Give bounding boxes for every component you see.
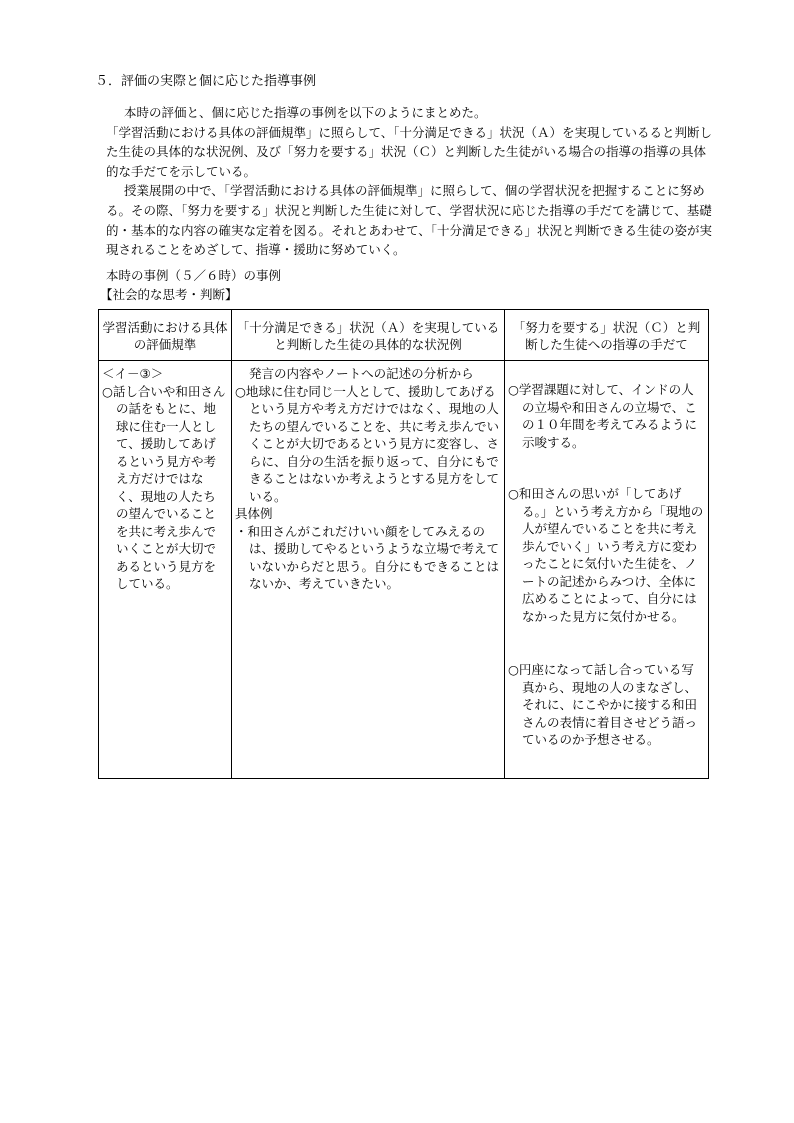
intro-paragraph-1: 本時の評価と、個に応じた指導の事例を以下のようにまとめた。 [124, 105, 487, 120]
support-item-3: ○円座になって話し合っている写真から、現地の人のまなざし、それに、にこやかに接する和田さんの表情に着目させどう語っているのか予想させる。 [508, 662, 698, 747]
status-a-lead: 発言の内容やノートへの記述の分析から [249, 366, 474, 381]
header-status-a: 「十分満足できる」状況（Ａ）を実現していると判断した生徒の具体的な状況例 [232, 310, 505, 361]
criteria-item: ○話し合いや和田さんの話をもとに、地球に住む一人として、援助してあげるという見方や考え方だけではなく、現地の人たちの望んでいることを共に考え歩んでいくことが大切であるという見方をしている。 [102, 383, 226, 591]
support-item-1: ○学習課題に対して、インドの人の立場や和田さんの立場で、この１０年間を考えてみるように示唆する。 [508, 382, 698, 450]
support-item-2: ○和田さんの思いが「してあげる。」という考え方から「現地の人が望んでいることを共に考え歩んでいく」いう考え方に変わったことに気付いた生徒を、ノートの記述からみつけ、全体に広めることによって、自分にはなかった見方に気付かせる。 [508, 486, 704, 624]
example-text: ・和田さんがこれだけいい顔をしてみえるのは、援助してやるというような立場で考えていないからだと思う。自分にもできることはないか、考えていきたい。 [235, 523, 500, 591]
criteria-cell [99, 361, 232, 779]
evaluation-table [98, 309, 709, 779]
table-header-row [99, 310, 709, 361]
table-row [99, 361, 709, 779]
intro-text [106, 103, 714, 260]
case-category: 【社会的な思考・判断】 [100, 287, 238, 302]
section-heading: ５．評価の実際と個に応じた指導事例 [95, 74, 317, 89]
case-title: 本時の事例（５／６時）の事例 [106, 268, 282, 283]
example-label: 具体例 [235, 506, 273, 521]
status-a-item: ○地球に住む同じ一人として、援助してあげるという見方や考え方だけではなく、現地の人たちの望んでいることを、共に考え歩んでいくことが大切であるという見方に変容し、さらに、自分の生活を振り返って、自分にもできることはないか考えようとする見方をしている。 [235, 383, 500, 504]
support-c-cell [505, 361, 709, 779]
intro-paragraph-3: 授業展開の中で、「学習活動における具体の評価規準」に照らして、個の学習状況を把握することに努める。その際、「努力を要する」状況と判断した生徒に対して、学習状況に応じた指導の手だてを講じて、基礎的・基本的な内容の確実な定着を図る。それとあわせて、「十分満足できる」状況と判断できる生徒の姿が実現されることをめざして、指導・援助に努めていく。 [106, 183, 713, 258]
header-criteria: 学習活動における具体の評価規準 [99, 310, 232, 361]
criteria-code: ＜イ－③＞ [102, 366, 164, 381]
intro-paragraph-2: 「学習活動における具体の評価規準」に照らして、「十分満足できる」状況（Ａ）を実現しているると判断した生徒の具体的な状況例、及び「努力を要する」状況（Ｃ）と判断した生徒がいる場合の指導の指導の具体的な手だてを示している。 [106, 124, 713, 179]
status-a-cell [232, 361, 505, 779]
header-support-c: 「努力を要する」状況（Ｃ）と判断した生徒への指導の手だて [505, 310, 709, 361]
